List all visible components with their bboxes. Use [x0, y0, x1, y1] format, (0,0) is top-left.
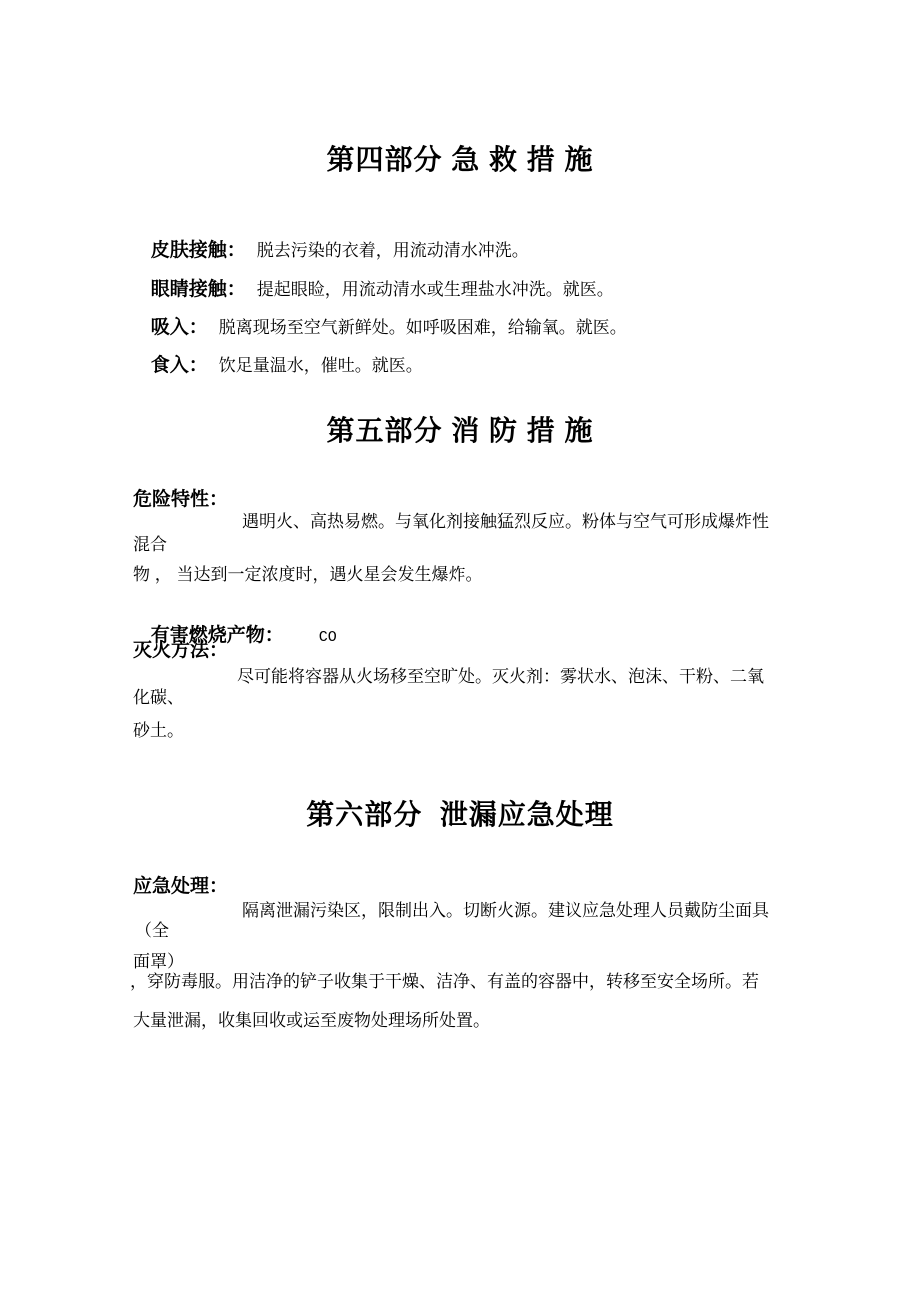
field-value-eye-contact: 提起眼睑，用流动清水或生理盐水冲洗。就医。	[256, 279, 614, 299]
field-label-ingestion: 食入：	[150, 354, 208, 376]
response-text-line3: 面罩）	[133, 952, 184, 971]
response-text-line5: 大量泄漏，收集回收或运至废物处理场所处置。	[133, 1011, 490, 1030]
section6-title: 第六部分 泄漏应急处理	[306, 799, 614, 830]
response-text-line1: 隔离泄漏污染区，限制出入。切断火源。建议应急处理人员戴防尘面具	[242, 901, 769, 920]
field-value-inhalation: 脱离现场至空气新鲜处。如呼吸困难，给输氧。就医。	[218, 317, 627, 337]
field-value-ingestion: 饮足量温水，催吐。就医。	[218, 355, 423, 375]
extinguish-text-line3: 砂土。	[133, 721, 184, 740]
field-label-eye-contact: 眼睛接触：	[150, 278, 246, 300]
hazard-text-line1: 遇明火、高热易燃。与氧化剂接触猛烈反应。粉体与空气可形成爆炸性	[242, 512, 769, 531]
hazard-text-line3: 物 ， 当达到一定浓度时，遇火星会发生爆炸。	[133, 565, 483, 584]
extinguish-text-line2: 化碳、	[133, 688, 184, 707]
section5-title: 第五部分 消 防 措 施	[326, 415, 594, 446]
section4-title: 第四部分 急 救 措 施	[326, 144, 594, 175]
hazard-text-line2: 混合	[133, 535, 167, 554]
extinguish-text-line1: 尽可能将容器从火场移至空旷处。灭火剂：雾状水、泡沫、干粉、二氧	[237, 667, 764, 686]
response-text-line4: ，穿防毒服。用洁净的铲子收集于干燥、洁净、有盖的容器中，转移至安全场所。若	[130, 972, 759, 991]
first-aid-row-ingestion	[133, 336, 423, 396]
hazard-characteristics-label: 危险特性：	[133, 489, 229, 510]
field-label-skin-contact: 皮肤接触：	[150, 239, 246, 261]
field-label-inhalation: 吸入：	[150, 316, 208, 338]
field-value-skin-contact: 脱去污染的衣着，用流动清水冲洗。	[256, 240, 529, 260]
response-text-line2: （全	[135, 921, 169, 940]
extinguish-method-label: 灭火方法：	[133, 640, 229, 661]
combustion-products-label: 有害燃烧产物：	[150, 624, 284, 646]
combustion-products-value: CO	[318, 628, 337, 646]
emergency-response-label: 应急处理：	[133, 876, 229, 897]
